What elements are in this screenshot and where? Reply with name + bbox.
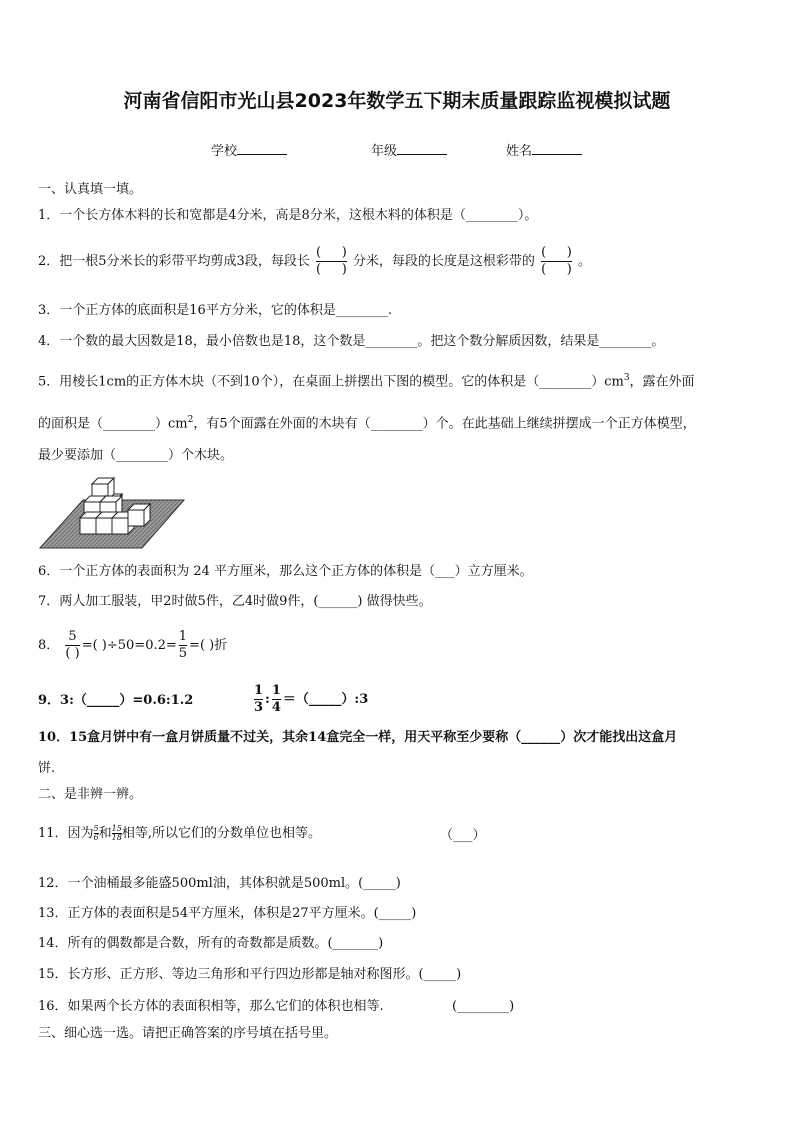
section-3-heading: 三、细心选一选。请把正确答案的序号填在括号里。 bbox=[38, 1026, 338, 1041]
question-11: 11．因为 $\frac{5}{6}$ 和 $\frac{15}{18}$ 相等,所以它们的分数单位也相等。 bbox=[38, 824, 321, 842]
cube-stack bbox=[80, 478, 150, 534]
question-12: 12．一个油桶最多能盛500ml油，其体积就是500ml。(_____) bbox=[38, 876, 401, 891]
question-2: 2．把一根5分米长的彩带平均剪成3段，每段长 $\frac{( )}{( )}$ 分米，每段的长度是这根彩带的 $\frac{( )}{( )}$ 。 bbox=[38, 245, 592, 277]
fraction-blank[interactable]: $\frac{( )}{( )}$ bbox=[315, 245, 347, 277]
question-6: 6．一个正方体的表面积为 24 平方厘米，那么这个正方体的体积是（___）立方厘米。 bbox=[38, 564, 533, 579]
fraction-blank[interactable]: $\frac{( )}{( )}$ bbox=[541, 245, 572, 277]
question-5-line-3: 最少要添加（________）个木块。 bbox=[38, 448, 234, 463]
section-2-heading: 二、是非辨一辨。 bbox=[38, 787, 143, 802]
question-10-line-2: 饼. bbox=[38, 761, 56, 776]
question-8: 8． $\frac{5}{( )}$ =( )÷50=0.2= $\frac{1}{5}$ =( )折 bbox=[38, 629, 228, 661]
question-5-line-2: 的面积是$(\_\_\_\_\_\_\_\_)cm^2$，有5个面露在外面的木块有（________）个。在此基础上继续拼摆成一个正方体模型， bbox=[38, 415, 696, 432]
question-14: 14．所有的偶数都是合数，所有的奇数都是质数。(_______) bbox=[38, 936, 384, 951]
question-13: 13．正方体的表面积是54平方厘米，体积是27平方厘米。(_____) bbox=[38, 906, 417, 921]
question-7: 7．两人加工服装，甲2时做5件，乙4时做9件，(______) 做得快些。 bbox=[38, 594, 432, 609]
section-1-heading: 一、认真填一填。 bbox=[38, 182, 143, 197]
question-4: 4．一个数的最大因数是18，最小倍数也是18，这个数是________。把这个数分解质因数，结果是________。 bbox=[38, 334, 665, 349]
question-9b: $\frac{1}{3}$ : $\frac{1}{4}$ ＝（_____）:3 bbox=[254, 683, 369, 715]
name-field[interactable]: 姓名 bbox=[506, 140, 582, 159]
question-10-line-1: 10．15盒月饼中有一盒月饼质量不过关，其余14盒完全一样，用天平称至少要称（______）次才能找出这盒月 bbox=[38, 730, 678, 745]
answer-blank[interactable]: (________) bbox=[452, 999, 515, 1014]
question-9a: 9．3:（_____）=0.6:1.2 bbox=[38, 693, 194, 708]
question-15: 15．长方形、正方形、等边三角形和平行四边形都是轴对称图形。(_____) bbox=[38, 967, 462, 982]
question-16: 16．如果两个长方体的表面积相等，那么它们的体积也相等. bbox=[38, 999, 384, 1014]
cube-model-figure bbox=[38, 470, 188, 552]
question-5-line-1: 5．用棱长1cm的正方体木块（不到10个），在桌面上拼摆出下图的模型。它的体积是$(\_\_\_\_\_\_\_\_)cm^3$，露在外面 bbox=[38, 373, 695, 390]
school-field[interactable]: 学校 bbox=[211, 140, 287, 159]
question-3: 3．一个正方体的底面积是16平方分米，它的体积是________. bbox=[38, 303, 392, 318]
page-title: 河南省信阳市光山县2023年数学五下期末质量跟踪监视模拟试题 bbox=[123, 90, 671, 112]
question-1: 1．一个长方体木料的长和宽都是4分米，高是8分米，这根木料的体积是（________）。 bbox=[38, 208, 538, 223]
answer-blank[interactable]: （___） bbox=[440, 828, 486, 843]
grade-field[interactable]: 年级 bbox=[371, 140, 447, 159]
